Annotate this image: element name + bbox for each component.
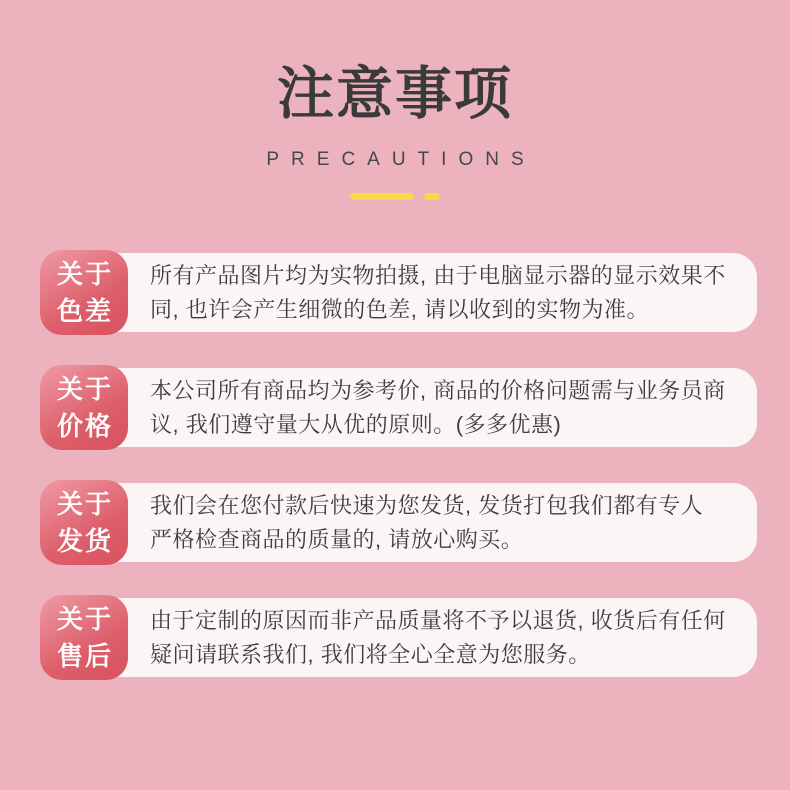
notice-label-line: 关于 — [56, 258, 113, 289]
notice-text-line: 所有产品图片均为实物拍摄, 由于电脑显示器的显示效果不 — [150, 262, 726, 288]
notice-text-line: 议, 我们遵守量大从优的原则。(多多优惠) — [150, 411, 562, 437]
notice-card — [55, 253, 757, 332]
page-header — [0, 0, 790, 200]
notice-card — [55, 598, 757, 677]
notice-text-line: 我们会在您付款后快速为您发货, 发货打包我们都有专人 — [150, 492, 704, 518]
notice-text-line: 疑问请联系我们, 我们将全心全意为您服务。 — [150, 641, 591, 667]
notice-list — [0, 250, 790, 680]
notice-label-badge — [40, 480, 128, 565]
page-subtitle: PRECAUTIONS — [266, 149, 536, 170]
notice-text-line: 由于定制的原因而非产品质量将不予以退货, 收货后有任何 — [150, 607, 726, 633]
title-divider — [0, 193, 790, 200]
notice-text-line: 本公司所有商品均为参考价, 商品的价格问题需与业务员商 — [150, 377, 726, 403]
notice-card — [55, 483, 757, 562]
divider-short-dash-icon — [424, 193, 440, 200]
notice-label-badge — [40, 365, 128, 450]
divider-long-dash-icon — [350, 193, 414, 200]
page-title: 注意事项 — [277, 62, 513, 126]
notice-row-price — [40, 365, 757, 450]
notice-label-line: 色差 — [56, 295, 113, 326]
notice-text-line: 同, 也许会产生细微的色差, 请以收到的实物为准。 — [150, 296, 649, 322]
notice-row-after-sales — [40, 595, 757, 680]
notice-label-line: 关于 — [56, 603, 113, 634]
notice-label-badge — [40, 595, 128, 680]
notice-label-line: 发货 — [56, 525, 113, 556]
notice-label-line: 关于 — [56, 373, 113, 404]
notice-row-shipping — [40, 480, 757, 565]
notice-text-line: 严格检查商品的质量的, 请放心购买。 — [150, 526, 524, 552]
notice-card — [55, 368, 757, 447]
notice-label-line: 关于 — [56, 488, 113, 519]
notice-label-badge — [40, 250, 128, 335]
notice-row-color-difference — [40, 250, 757, 335]
notice-label-line: 售后 — [56, 640, 113, 671]
notice-label-line: 价格 — [56, 410, 113, 441]
